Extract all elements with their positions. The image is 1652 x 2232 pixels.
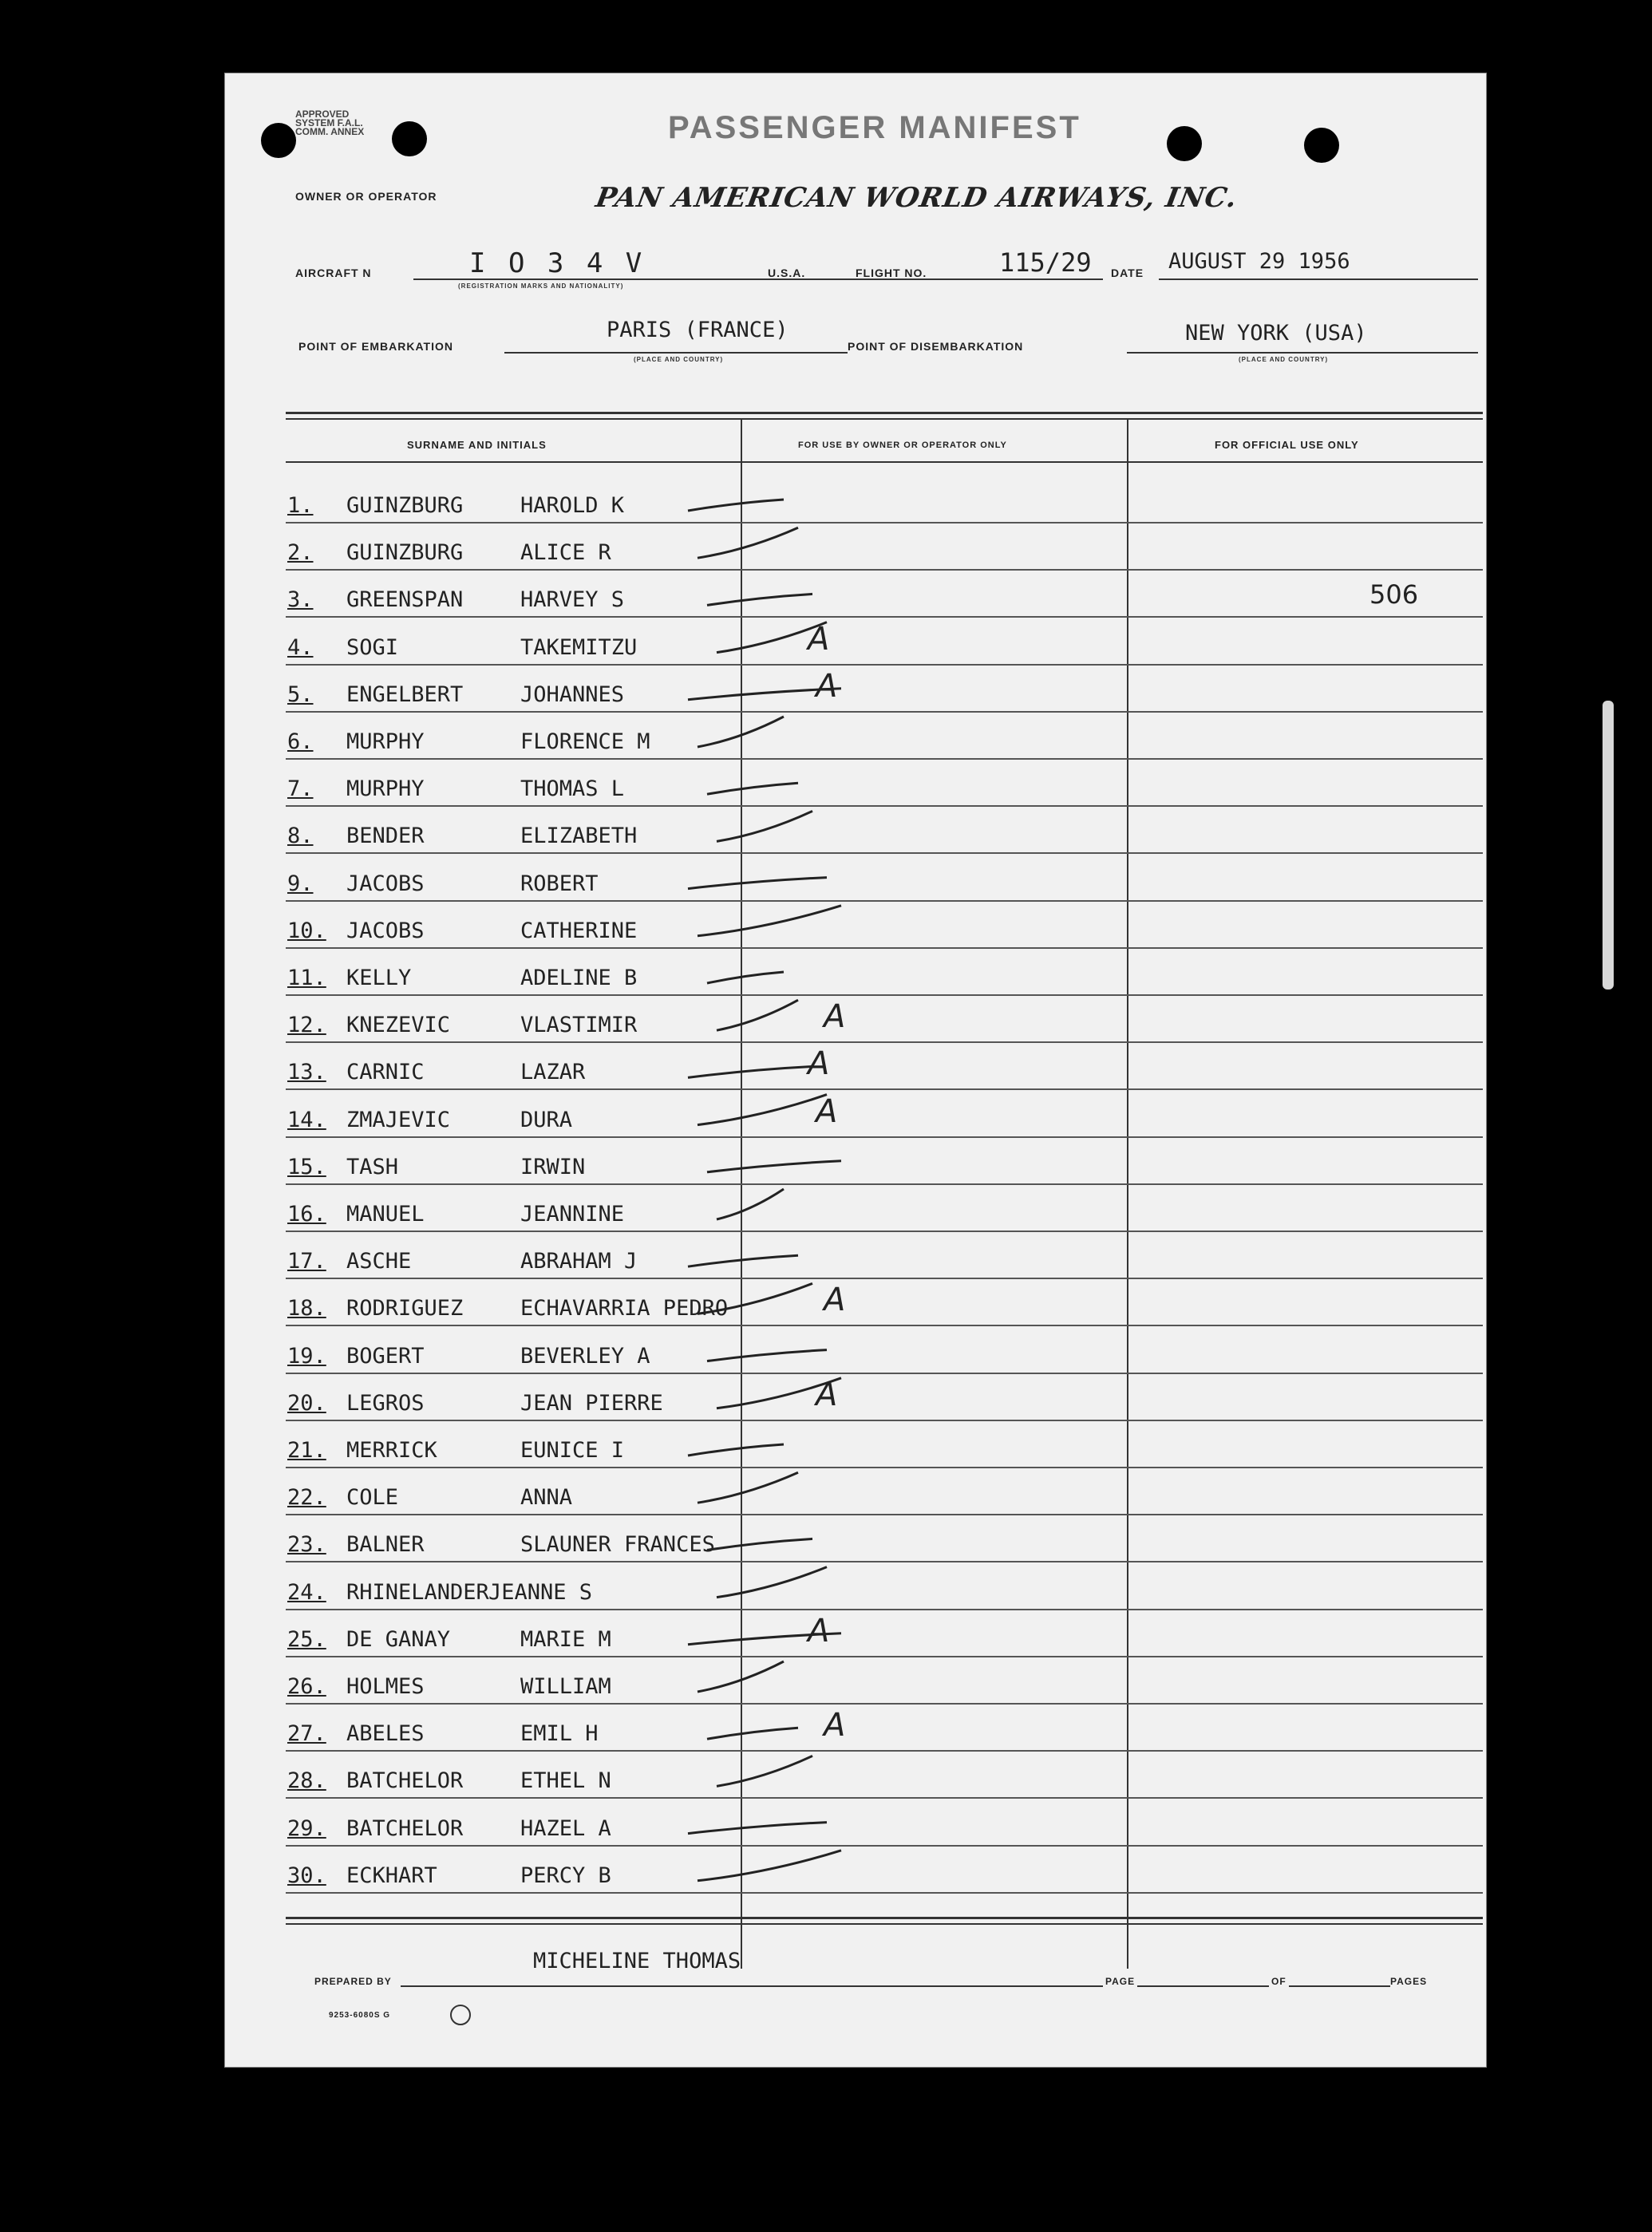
pen-stroke [688,878,827,889]
row-number: 1. [287,493,314,518]
passenger-given-names: WILLIAM [520,1674,611,1699]
row-number: 14. [287,1107,326,1132]
row-number: 22. [287,1485,326,1511]
passenger-surname: CARNIC [346,1060,425,1085]
approval-stamp: APPROVED SYSTEM F.A.L. COMM. ANNEX [295,109,365,137]
passenger-surname: RHINELANDER [346,1579,489,1605]
passenger-surname: ASCHE [346,1249,412,1274]
passenger-given-names: JEANNE S [488,1579,593,1605]
passenger-given-names: ALICE R [520,540,611,566]
pen-stroke [707,1539,812,1550]
handwritten-mark: A [824,1282,846,1319]
row-number: 6. [287,729,314,754]
row-number: 20. [287,1390,326,1416]
passenger-surname: ZMAJEVIC [346,1107,451,1132]
pen-stroke [698,1283,812,1314]
passenger-surname: BALNER [346,1532,425,1558]
row-number: 29. [287,1815,326,1841]
passenger-surname: LEGROS [346,1390,425,1416]
passenger-given-names: LAZAR [520,1060,586,1085]
pen-stroke [688,1066,812,1077]
row-number: 10. [287,918,326,943]
row-number: 4. [287,634,314,660]
passenger-surname: BOGERT [346,1343,425,1369]
passenger-surname: ENGELBERT [346,681,464,707]
place-note: (PLACE AND COUNTRY) [634,356,724,363]
passenger-surname: MANUEL [346,1202,425,1227]
pen-stroke [717,1378,841,1408]
handwritten-mark: A [816,1092,838,1130]
prepared-by-name: MICHELINE THOMAS [533,1949,741,1973]
passenger-given-names: HAZEL A [520,1815,611,1841]
handwritten-mark: A [808,620,830,658]
handwritten-mark: A [816,1376,838,1413]
passenger-surname: ECKHART [346,1863,437,1888]
passenger-surname: MURPHY [346,729,425,754]
handwritten-mark: A [824,998,846,1036]
row-number: 8. [287,824,314,849]
of-label: OF [1269,1976,1289,1987]
passenger-given-names: DURA [520,1107,573,1132]
pen-stroke [698,906,841,936]
pen-stroke [698,1661,784,1692]
pen-stroke [707,972,784,983]
date-label: DATE [1111,267,1144,279]
row-number: 26. [287,1674,326,1699]
row-number: 11. [287,966,326,990]
flight-number: 115/29 [999,247,1092,278]
passenger-given-names: JEANNINE [520,1202,625,1227]
passenger-given-names: ABRAHAM J [520,1249,638,1274]
passenger-given-names: HAROLD K [520,493,625,518]
pages-label: PAGES [1390,1976,1428,1987]
row-number: 16. [287,1202,326,1227]
passenger-surname: BATCHELOR [346,1768,464,1794]
passenger-given-names: PERCY B [520,1863,611,1888]
row-number: 2. [287,540,314,566]
row-number: 15. [287,1154,326,1179]
handwritten-mark: A [816,667,838,705]
flight-date: AUGUST 29 1956 [1168,249,1350,274]
passenger-given-names: ANNA [520,1485,573,1511]
row-number: 13. [287,1060,326,1085]
pen-stroke [688,1255,798,1266]
aircraft-registration: I O 3 4 V [469,247,646,279]
passenger-surname: JACOBS [346,918,425,943]
operator-name: PAN AMERICAN WORLD AIRWAYS, INC. [593,182,1240,214]
row-number: 27. [287,1721,326,1747]
official-use-entry: 506 [1369,579,1419,610]
pen-stroke [698,1851,841,1881]
manifest-sheet [225,73,1486,2067]
row-number: 23. [287,1532,326,1558]
passenger-given-names: BEVERLEY A [520,1343,650,1369]
embarkation-place: PARIS (FRANCE) [607,318,788,342]
pen-stroke [717,622,827,653]
pen-stroke [698,527,798,558]
passenger-surname: GUINZBURG [346,493,464,518]
embarkation-label: POINT OF EMBARKATION [298,340,453,353]
passenger-given-names: IRWIN [520,1154,586,1179]
disembarkation-place: NEW YORK (USA) [1185,321,1367,346]
pen-stroke [707,783,798,794]
passenger-given-names: ADELINE B [520,966,638,990]
passenger-surname: ABELES [346,1721,425,1747]
passenger-given-names: SLAUNER FRANCES [520,1532,715,1558]
passenger-given-names: EUNICE I [520,1438,625,1463]
paper-edge-tab [1603,701,1614,990]
pen-stroke [717,1756,812,1786]
passenger-surname: KELLY [346,966,412,990]
row-number: 28. [287,1768,326,1794]
row-number: 24. [287,1579,326,1605]
pen-stroke [688,689,841,700]
passenger-surname: TASH [346,1154,399,1179]
handwritten-mark: A [808,1045,830,1083]
passenger-surname: KNEZEVIC [346,1013,451,1038]
pen-stroke [707,1161,841,1172]
aircraft-label: AIRCRAFT N [295,267,372,279]
passenger-surname: MERRICK [346,1438,437,1463]
pen-stroke [717,1000,798,1030]
passenger-given-names: HARVEY S [520,587,625,613]
passenger-surname: JACOBS [346,871,425,896]
passenger-surname: SOGI [346,634,399,660]
passenger-given-names: ROBERT [520,871,599,896]
column-header-official-use: FOR OFFICIAL USE ONLY [1215,439,1359,451]
row-number: 30. [287,1863,326,1888]
passenger-given-names: CATHERINE [520,918,638,943]
pen-stroke [688,1634,841,1645]
row-number: 12. [287,1013,326,1038]
passenger-surname: BATCHELOR [346,1815,464,1841]
pen-stroke [717,1567,827,1598]
owner-label: OWNER OR OPERATOR [295,190,437,203]
passenger-given-names: VLASTIMIR [520,1013,638,1038]
pen-stroke [698,1095,827,1125]
row-number: 18. [287,1296,326,1321]
pen-stroke [688,500,784,511]
passenger-given-names: THOMAS L [520,776,625,802]
pen-stroke [688,1444,784,1456]
handwritten-check-strokes [225,73,1486,2067]
pen-stroke [717,1189,784,1219]
passenger-surname: BENDER [346,824,425,849]
passenger-surname: HOLMES [346,1674,425,1699]
disembarkation-label: POINT OF DISEMBARKATION [848,340,1024,353]
prepared-by-label: PREPARED BY [314,1976,392,1987]
pen-stroke [717,811,812,841]
row-number: 5. [287,681,314,707]
passenger-given-names: EMIL H [520,1721,599,1747]
row-number: 17. [287,1249,326,1274]
place-note: (PLACE AND COUNTRY) [1239,356,1329,363]
handwritten-mark: A [808,1612,830,1649]
row-number: 21. [287,1438,326,1463]
passenger-surname: GUINZBURG [346,540,464,566]
form-number: 9253-6080S G [329,2011,391,2020]
page-label: PAGE [1103,1976,1137,1987]
page-title: PASSENGER MANIFEST [668,110,1081,145]
row-number: 25. [287,1626,326,1652]
pen-stroke [707,1728,798,1739]
handwritten-mark: A [824,1707,846,1744]
row-number: 3. [287,587,314,613]
passenger-surname: GREENSPAN [346,587,464,613]
column-header-operator-use: FOR USE BY OWNER OR OPERATOR ONLY [798,440,1007,450]
passenger-surname: RODRIGUEZ [346,1296,464,1321]
row-number: 9. [287,871,314,896]
passenger-given-names: MARIE M [520,1626,611,1652]
passenger-surname: MURPHY [346,776,425,802]
passenger-surname: COLE [346,1485,399,1511]
registration-note: (REGISTRATION MARKS AND NATIONALITY) [458,282,624,290]
passenger-surname: DE GANAY [346,1626,451,1652]
row-number: 19. [287,1343,326,1369]
pen-stroke [698,717,784,747]
passenger-given-names: ECHAVARRIA PEDRO [520,1296,729,1321]
pen-stroke [688,1823,827,1834]
column-header-names: SURNAME AND INITIALS [407,439,547,451]
passenger-given-names: JOHANNES [520,681,625,707]
pen-stroke [707,594,812,605]
passenger-given-names: ELIZABETH [520,824,638,849]
passenger-given-names: FLORENCE M [520,729,650,754]
passenger-given-names: TAKEMITZU [520,634,638,660]
country-label: U.S.A. [768,267,806,279]
pen-stroke [698,1472,798,1503]
passenger-given-names: JEAN PIERRE [520,1390,663,1416]
flight-label: FLIGHT NO. [856,267,927,279]
pen-stroke [707,1350,827,1361]
passenger-given-names: ETHEL N [520,1768,611,1794]
row-number: 7. [287,776,314,802]
